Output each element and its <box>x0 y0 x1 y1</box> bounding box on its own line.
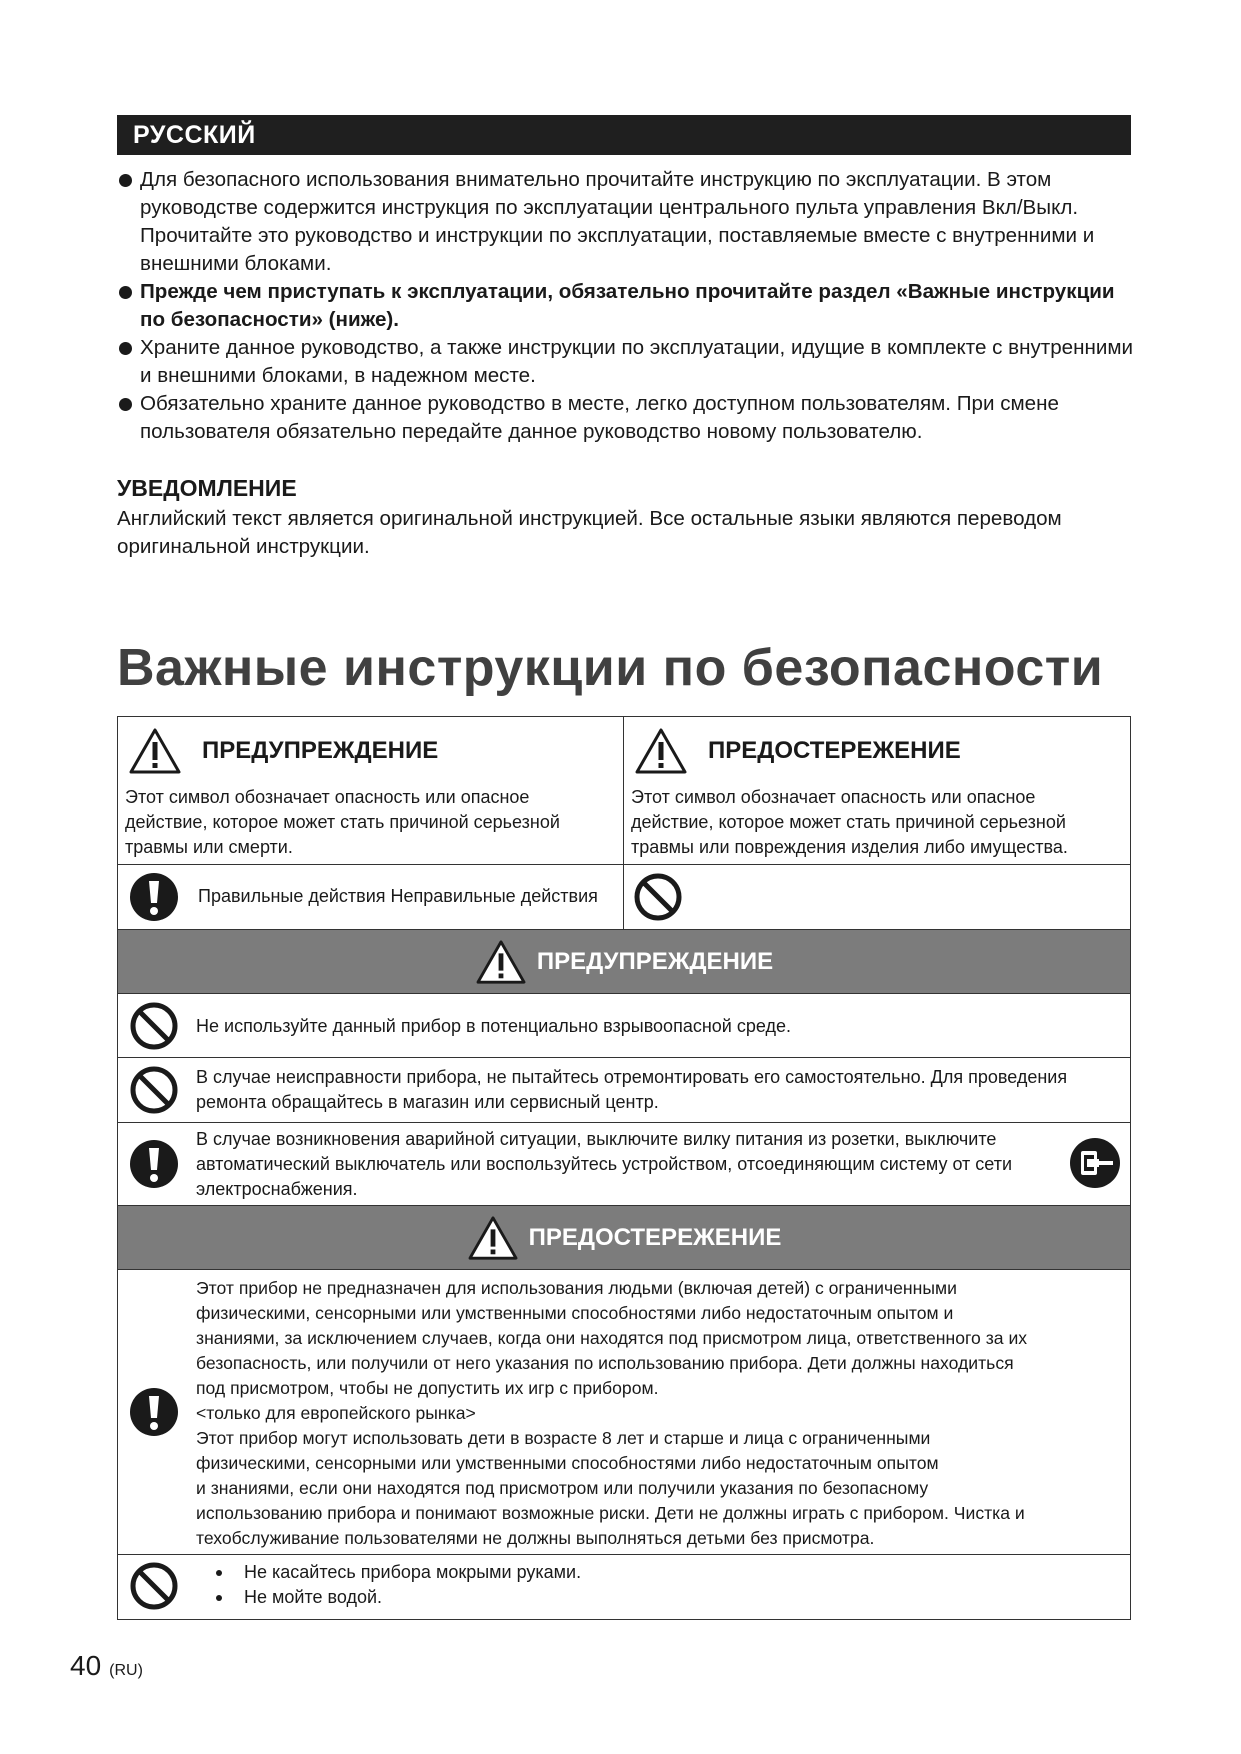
safety-table <box>117 716 1131 1620</box>
caution-text-line: под присмотром, чтобы не допустить их игр с прибором. <box>196 1378 659 1398</box>
caution-text-line: техобслуживание пользователями не должны выполняться детьми без присмотра. <box>196 1528 875 1548</box>
legend-warning-title: ПРЕДУПРЕЖДЕНИЕ <box>202 737 439 764</box>
legend-caution-cell <box>624 717 1130 864</box>
intro-item-important: Прежде чем приступать к эксплуатации, обязательно прочитайте раздел «Важные инструкции по безопасности» (ниже). <box>117 278 1137 334</box>
symbols-row <box>118 865 1130 930</box>
caution-item <box>118 1555 1130 1619</box>
page-number <box>70 1650 143 1682</box>
legend-caution-title: ПРЕДОСТЕРЕЖЕНИЕ <box>708 737 961 764</box>
prohibited-action-icon <box>632 871 684 923</box>
page-title: Важные инструкции по безопасности <box>117 639 1104 697</box>
prohibited-action-icon <box>128 1064 180 1116</box>
warning-triangle-icon <box>128 727 182 775</box>
prohibited-action-icon <box>128 1560 180 1612</box>
warning-triangle-icon <box>475 939 527 985</box>
legend-warning-text: Этот символ обозначает опасность или опасное действие, которое может стать причиной серьезной травмы или смерти. <box>125 787 560 857</box>
caution-text-line: и знаниями, если они находятся под присмотром или получили указания по безопасному <box>196 1478 929 1498</box>
caution-text-line: <только для европейского рынка> <box>196 1403 476 1423</box>
unplug-icon <box>1068 1136 1122 1190</box>
symbols-right <box>624 865 1130 929</box>
intro-item: Для безопасного использования внимательно прочитайте инструкцию по эксплуатации. В этом руководстве содержится инструкция по эксплуатации центрального пульта управления Вкл/Выкл. Прочитайте это руководство и инструкции по эксплуатации, поставляемые вместе с внутренними и внешними блоками. <box>117 166 1137 278</box>
caution-item <box>118 1270 1130 1555</box>
page-language-code: (RU) <box>109 1662 143 1679</box>
caution-band <box>118 1206 1130 1270</box>
legend-warning-cell <box>118 717 624 864</box>
caution-band-title: ПРЕДОСТЕРЕЖЕНИЕ <box>528 1223 782 1251</box>
caution-triangle-icon <box>467 1215 519 1261</box>
intro-list <box>117 166 1137 446</box>
caution-text-line: безопасность, или получили от него указания по использованию прибора. Дети должны находиться <box>196 1353 1014 1373</box>
caution-triangle-icon <box>634 727 688 775</box>
language-header: РУССКИЙ <box>117 115 1131 155</box>
symbols-left <box>118 865 624 929</box>
mandatory-action-icon <box>128 1386 180 1438</box>
warning-item-text: В случае неисправности прибора, не пытайтесь отремонтировать его самостоятельно. Для проведения ремонта обращайтесь в магазин или сервисный центр. <box>196 1067 1068 1112</box>
caution-bullet: Не мойте водой. <box>196 1585 1122 1610</box>
caution-item-text <box>118 1270 1130 1551</box>
warning-band-title: ПРЕДУПРЕЖДЕНИЕ <box>536 947 774 975</box>
intro-item: Обязательно храните данное руководство в месте, легко доступном пользователям. При смене пользователя обязательно передайте данное руководство новому пользователю. <box>117 390 1137 446</box>
legend-caution-text: Этот символ обозначает опасность или опасное действие, которое может стать причиной серьезной травмы или повреждения изделия либо имущества. <box>631 787 1068 857</box>
caution-text-line: Этот прибор не предназначен для использования людьми (включая детей) с ограниченными <box>196 1278 957 1298</box>
caution-text-line: использованию прибора и понимают возможные риски. Дети не должны играть с прибором. Чистка и <box>196 1503 1025 1523</box>
mandatory-action-icon <box>128 871 180 923</box>
symbols-label: Правильные действия Неправильные действия <box>198 886 598 906</box>
mandatory-action-icon <box>128 1138 180 1190</box>
caution-text-line: физическими, сенсорными или умственными способностями либо недостаточным опытом и <box>196 1303 954 1323</box>
warning-band <box>118 930 1130 994</box>
caution-text-line: физическими, сенсорными или умственными способностями либо недостаточным опытом <box>196 1453 939 1473</box>
notice-text: Английский текст является оригинальной инструкцией. Все остальные языки являются переводом оригинальной инструкции. <box>117 507 1062 558</box>
warning-item <box>118 1058 1130 1123</box>
notice-title: УВЕДОМЛЕНИЕ <box>117 475 297 501</box>
caution-text-line: Этот прибор могут использовать дети в возрасте 8 лет и старше и лица с ограниченными <box>196 1428 931 1448</box>
page-number-value: 40 <box>70 1650 102 1681</box>
legend-row <box>118 717 1130 865</box>
warning-item <box>118 994 1130 1058</box>
caution-bullet: Не касайтесь прибора мокрыми руками. <box>196 1560 1122 1585</box>
warning-item-text: В случае возникновения аварийной ситуации, выключите вилку питания из розетки, выключите автоматический выключатель или воспользуйтесь устройством, отсоединяющим систему от сети электроснабжения. <box>196 1129 1013 1199</box>
caution-text-line: знаниями, за исключением случаев, когда они находятся под присмотром лица, ответственного за их <box>196 1328 1028 1348</box>
warning-item <box>118 1123 1130 1206</box>
intro-item: Храните данное руководство, а также инструкции по эксплуатации, идущие в комплекте с внутренними и внешними блоками, в надежном месте. <box>117 334 1137 390</box>
warning-item-text: Не используйте данный прибор в потенциально взрывоопасной среде. <box>196 1016 791 1036</box>
caution-bullet-list <box>118 1555 1130 1610</box>
prohibited-action-icon <box>128 1000 180 1052</box>
